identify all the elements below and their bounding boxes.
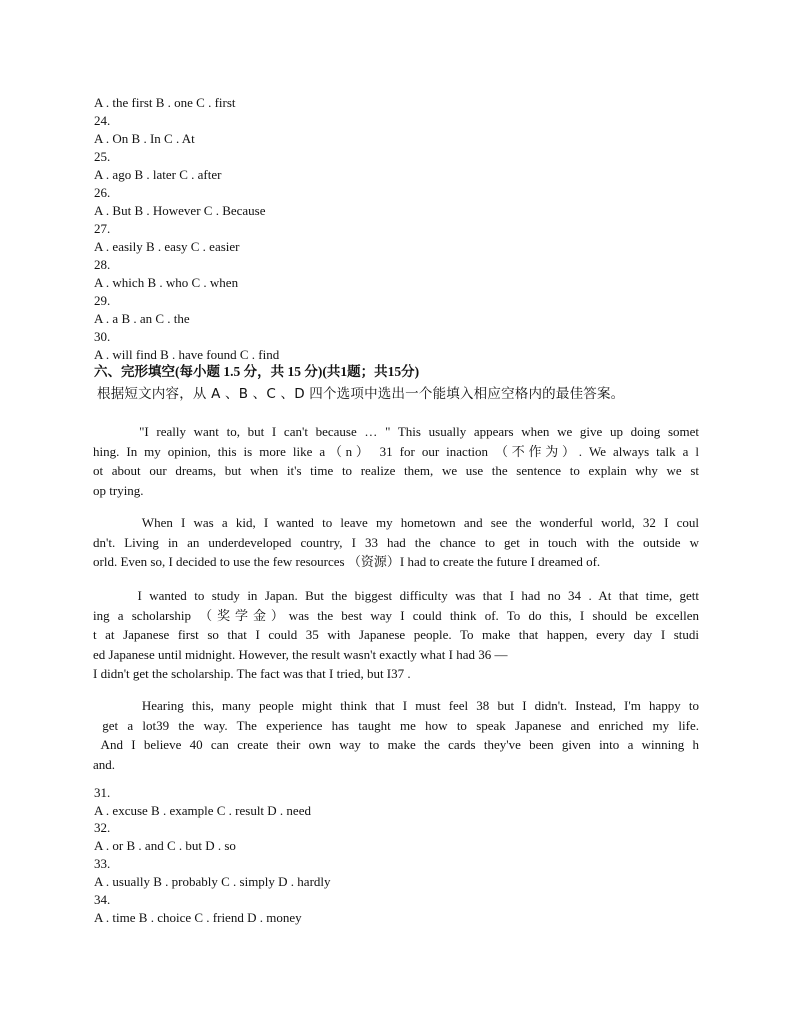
passage-line: get a lot39 the way. The experience has taught me how to speak Japanese and enriched my life. [93, 717, 699, 733]
option-line: A . excuse B . example C . result D . need [94, 803, 311, 818]
option-line: A . or B . and C . but D . so [94, 838, 236, 853]
question-number: 30. [94, 329, 111, 344]
passage-line: ed Japanese until midnight. However, the result wasn't exactly what I had 36 — [93, 646, 508, 662]
passage-line: t at Japanese first so that I could 35 with Japanese people. To make that happen, every day I studi [93, 627, 699, 642]
passage-line: And I believe 40 can create their own way to make the cards they've been given into a winning h [93, 737, 699, 752]
passage-paragraph [93, 513, 699, 572]
question-number: 34. [94, 892, 111, 907]
passage-line: dn't. Living in an underdeveloped country, I 33 had the chance to get in touch with the outside w [93, 534, 699, 550]
option-line: A . a B . an C . the [94, 311, 190, 326]
passage-paragraph [93, 696, 699, 774]
passage-line: hing. In my opinion, this is more like a（n） 31 for our inaction （不作为）. We always talk a l [93, 443, 699, 459]
passage-line: ing a scholarship （奖学金）was the best way I could think of. To do this, I should be excellen [93, 607, 699, 623]
option-line: A . time B . choice C . friend D . money [94, 910, 302, 925]
passage-line: Hearing this, many people might think that I must feel 38 but I didn't. Instead, I'm happy to [93, 698, 699, 713]
passage-line: orld. Even so, I decided to use the few resources （资源）I had to create the future I dreamed of. [93, 554, 601, 569]
section-heading: 六、完形填空(每小题 1.5 分，共 15 分)(共1题；共15分) [94, 364, 420, 379]
question-number: 31. [94, 785, 111, 800]
passage-line: When I was a kid, I wanted to leave my hometown and see the wonderful world, 32 I coul [93, 515, 699, 530]
question-number: 33. [94, 856, 111, 871]
question-number: 32. [94, 820, 111, 835]
option-line: A . will find B . have found C . find [94, 347, 280, 362]
option-line: A . which B . who C . when [94, 275, 239, 290]
question-number: 24. [94, 113, 111, 128]
passage-line: ot about our dreams, but when it's time to realize them, we use the sentence to explain why we st [93, 463, 699, 478]
passage-paragraph [93, 422, 699, 500]
passage-line: I didn't get the scholarship. The fact was that I tried, but I37 . [93, 666, 411, 681]
question-number: 28. [94, 257, 111, 272]
passage-paragraph [93, 586, 699, 684]
option-line: A . On B . In C . At [94, 131, 195, 146]
passage-line: and. [93, 756, 116, 772]
section-instruction: 根据短文内容，从 A 、B 、C 、D 四个选项中选出一个能填入相应空格内的最佳答案。 [97, 386, 625, 402]
passage-line: op trying. [93, 482, 144, 498]
question-number: 27. [94, 221, 111, 236]
question-number: 29. [94, 293, 111, 308]
option-line: A . the first B . one C . first [94, 95, 236, 110]
option-line: A . But B . However C . Because [94, 203, 266, 218]
option-line: A . easily B . easy C . easier [94, 239, 240, 254]
question-number: 26. [94, 185, 111, 200]
option-line: A . ago B . later C . after [94, 167, 222, 182]
passage-line: "I really want to, but I can't because … " This usually appears when we give up doing somet [93, 424, 699, 439]
passage-line: I wanted to study in Japan. But the biggest difficulty was that I had no 34 . At that time, gett [93, 588, 699, 603]
question-number: 25. [94, 149, 111, 164]
option-line: A . usually B . probably C . simply D . hardly [94, 874, 331, 889]
